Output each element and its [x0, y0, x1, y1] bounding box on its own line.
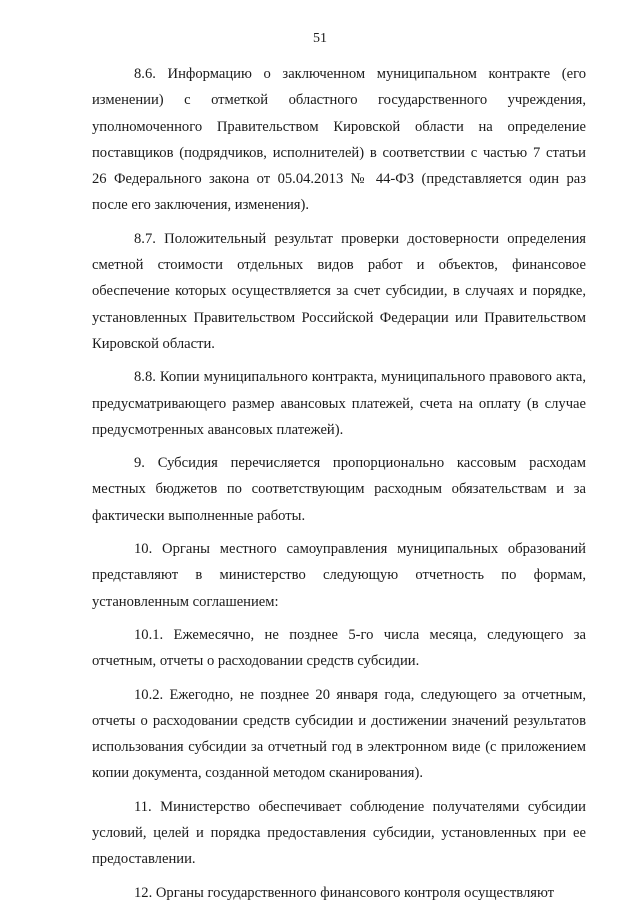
document-body: [92, 61, 586, 906]
paragraph-11: 11. Министерство обеспечивает соблюдение получателями субсидии условий, целей и порядка предоставления субсидии, установленных при ее предоставлении.: [92, 798, 586, 868]
paragraph-12: 12. Органы государственного финансового контроля осуществляют: [134, 884, 555, 901]
paragraph-9: 9. Субсидия перечисляется пропорционально кассовым расходам местных бюджетов по соответствующим расходным обязательствам и за фактически выполненные работы.: [92, 455, 586, 524]
paragraph-8-8: 8.8. Копии муниципального контракта, муниципального правового акта, предусматривающего размер авансовых платежей, счета на оплату (в случае предусмотренных авансовых платежей).: [92, 369, 586, 438]
paragraph-8-7: 8.7. Положительный результат проверки достоверности определения сметной стоимости отдельных видов работ и объектов, финансовое обеспечение которых осуществляется за счет субсидии, в случаях и порядке, установленных Правительством Российской Федерации или Правительством Кировской области.: [92, 230, 586, 352]
paragraph-10: 10. Органы местного самоуправления муниципальных образований представляют в министерство следующую отчетность по формам, установленным соглашением:: [92, 541, 586, 610]
page-number: 51: [313, 31, 327, 46]
paragraph-10-2: 10.2. Ежегодно, не позднее 20 января года, следующего за отчетным, отчеты о расходовании средств субсидии и достижении значений результатов использования субсидии за отчетный год в электронном виде (с приложением копии документа, созданной методом сканирования).: [92, 686, 586, 782]
paragraph-8-6: 8.6. Информацию о заключенном муниципальном контракте (его изменении) с отметкой областного государственного учреждения, уполномоченного Правительством Кировской области на определение поставщиков (подрядчиков, исполнителей) в соответствии с частью 7 статьи 26 Федерального закона от 05.04.2013 № 44-ФЗ (представляется один раз после его заключения, изменения).: [92, 66, 586, 214]
paragraph-10-1: 10.1. Ежемесячно, не позднее 5-го числа месяца, следующего за отчетным, отчеты о расходовании средств субсидии.: [92, 626, 586, 670]
